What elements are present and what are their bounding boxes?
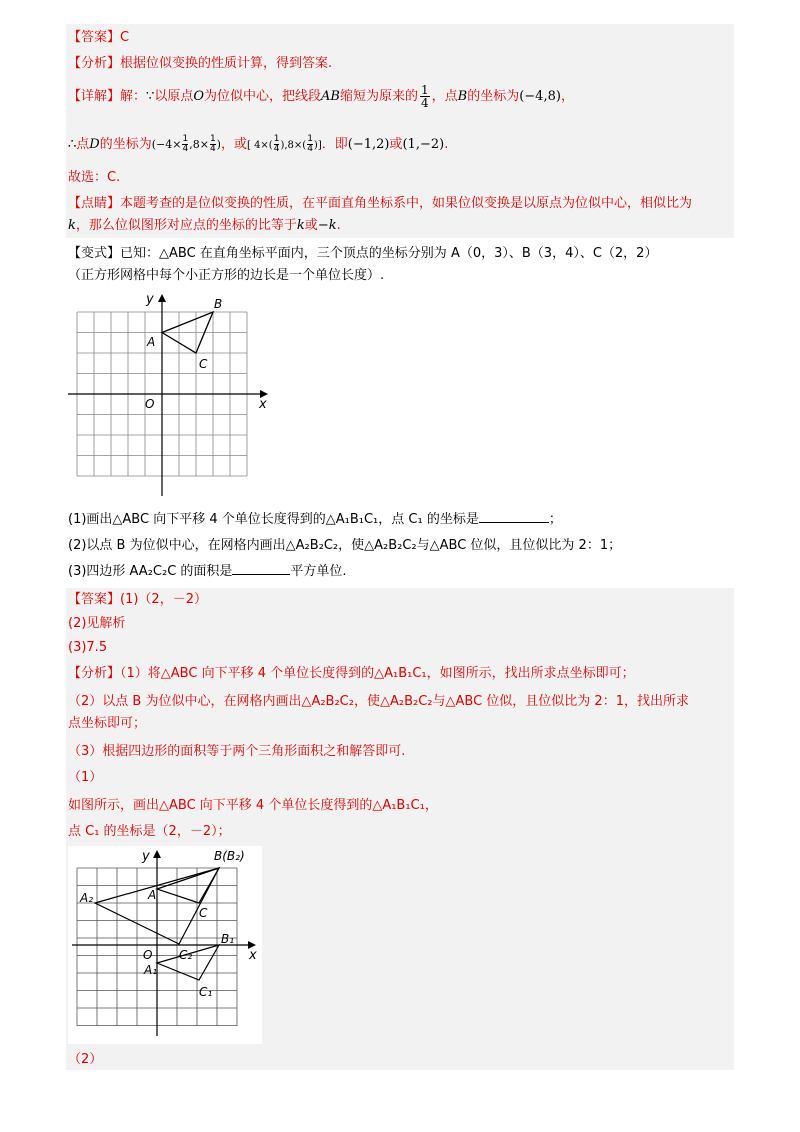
small-frac-3 xyxy=(274,135,280,154)
question-3 xyxy=(68,562,347,582)
detail-text-a: 解： xyxy=(120,89,147,104)
detail-text-d: 缩短为原来的 xyxy=(339,89,418,104)
variant-tag: 【变式】 xyxy=(68,246,121,261)
expr1-b: ,8× xyxy=(189,138,209,151)
origin-label: O xyxy=(145,397,155,411)
math-D: D xyxy=(89,137,100,152)
axis-label-x: x xyxy=(259,397,267,412)
part2-heading: （2） xyxy=(68,1052,103,1067)
sfrac-den: 4 xyxy=(307,144,313,154)
result-2: (1,−2) xyxy=(402,137,445,152)
expr1-a: (−4× xyxy=(151,138,182,151)
answer2-part3: (3)7.5 xyxy=(68,640,108,655)
analysis-tag: 【分析】 xyxy=(68,56,121,71)
point-label-A: A xyxy=(147,335,156,349)
axis-label-y: y xyxy=(146,292,154,307)
part1-heading: （1） xyxy=(68,770,103,785)
analysis-text: 根据位似变换的性质计算，得到答案. xyxy=(120,56,333,71)
result-1: (−1,2) xyxy=(347,137,390,152)
small-frac-2 xyxy=(210,135,216,154)
answer-tag: 【答案】 xyxy=(68,30,121,45)
axis-arrows-2 xyxy=(153,850,256,949)
fraction-one-quarter xyxy=(420,84,430,109)
part1-text-a: 如图所示，画出△ABC 向下平移 4 个单位长度得到的△A₁B₁C₁， xyxy=(68,798,438,813)
point-label-B: B xyxy=(214,297,223,311)
analysis2-tag: 【分析】 xyxy=(68,666,121,681)
expr2-b: ),8×( xyxy=(280,140,307,151)
because-symbol: ∵ xyxy=(146,89,155,104)
small-frac-1 xyxy=(182,135,188,154)
coordinate-graph-2 xyxy=(68,846,262,1044)
detail-text-b: 以原点 xyxy=(154,89,194,104)
detail-text-g: ， xyxy=(560,89,574,104)
point-label-C1: C₁ xyxy=(199,985,213,999)
math-B: B xyxy=(457,89,468,104)
point-label-A: A xyxy=(148,888,157,902)
math-AB: AB xyxy=(321,89,340,104)
detail2-text-e: 或 xyxy=(389,137,403,152)
answer2-tag: 【答案】 xyxy=(68,592,121,607)
sfrac-num: 1 xyxy=(307,134,313,144)
detail2-text-a: 点 xyxy=(76,137,90,152)
point-label-B-B2: B(B₂) xyxy=(214,849,245,863)
detail-text-c: 为位似中心，把线段 xyxy=(204,89,322,104)
analysis-line xyxy=(68,54,332,74)
q3-text: (3)四边形 AA₂C₂C 的面积是 xyxy=(68,564,233,579)
sfrac-den: 4 xyxy=(273,144,280,154)
q1-blank[interactable] xyxy=(479,510,549,523)
point-label-B1: B₁ xyxy=(221,932,235,946)
variant-text-1: 已知：△ABC 在直角坐标平面内，三个顶点的坐标分别为 A（0，3）、B（3，4）、C（2，2） xyxy=(120,246,658,261)
detail2-text-c: ，或 xyxy=(220,137,247,152)
answer2-part1: (1)（2，－2） xyxy=(120,592,207,607)
detail2-text-f: . xyxy=(444,137,449,152)
question-1 xyxy=(68,510,562,530)
analysis2-line-3: （3）根据四边形的面积等于两个三角形面积之和解答即可. xyxy=(68,744,406,759)
math-k: k xyxy=(68,218,76,233)
analysis2-line-2b: 点坐标即可； xyxy=(68,716,147,731)
q1-text: (1)画出△ABC 向下平移 4 个单位长度得到的△A₁B₁C₁，点 C₁ 的坐标是 xyxy=(68,512,479,527)
point-label-C: C xyxy=(199,357,208,371)
point-label-C: C xyxy=(199,906,208,920)
math-k-2: k xyxy=(296,218,305,233)
detail-line-2 xyxy=(68,132,448,159)
sfrac-num: 1 xyxy=(209,134,216,144)
therefore-symbol: ∴ xyxy=(68,137,77,152)
answer2-part2: (2)见解析 xyxy=(68,616,126,631)
axis-label-y: y xyxy=(142,849,150,864)
variant-line-2: （正方形网格中每个小正方形的边长是一个单位长度）. xyxy=(68,268,385,283)
sfrac-den: 4 xyxy=(182,144,189,154)
analysis2-text-1: （1）将△ABC 向下平移 4 个单位长度得到的△A₁B₁C₁，如图所示，找出所求点坐标即可； xyxy=(120,666,635,681)
point-line-2 xyxy=(68,216,341,236)
analysis2-line-2: （2）以点 B 为位似中心，在网格内画出△A₂B₂C₂，使△A₂B₂C₂与△ABC 位似，且位似比为 2：1，找出所求 xyxy=(68,694,689,709)
sfrac-num: 1 xyxy=(182,134,189,144)
sfrac-num: 1 xyxy=(273,134,280,144)
coordinate-graph-1 xyxy=(60,288,290,506)
analysis2-line-1 xyxy=(68,664,635,684)
detail2-text-d: ．即 xyxy=(321,137,348,152)
detail-tag: 【详解】 xyxy=(68,89,121,104)
detail-text-e: ，点 xyxy=(431,89,458,104)
answer-line xyxy=(68,28,129,48)
part1-text-b: 点 C₁ 的坐标是（2，－2）； xyxy=(68,824,231,839)
point-text-2: ，那么位似图形对应点的坐标的比等于 xyxy=(75,218,297,233)
point-line-1 xyxy=(68,194,692,214)
variant-line-1 xyxy=(68,244,657,264)
question-2: (2)以点 B 为位似中心，在网格内画出△A₂B₂C₂，使△A₂B₂C₂与△ABC 位似，且位似比为 2：1； xyxy=(68,538,622,553)
frac-den: 4 xyxy=(420,96,429,110)
detail-text-f: 的坐标为 xyxy=(467,89,520,104)
math-O: O xyxy=(193,89,204,104)
expr2-a: [ 4×( xyxy=(246,140,273,151)
math-B-coord: (−4,8) xyxy=(519,89,561,104)
frac-num: 1 xyxy=(420,83,429,97)
point-end: . xyxy=(336,218,341,233)
answer-value: C xyxy=(120,30,130,45)
expr1-c: ) xyxy=(216,138,221,151)
expr2-c: )] xyxy=(313,140,322,151)
axis-label-x: x xyxy=(249,948,257,963)
detail2-text-b: 的坐标为 xyxy=(99,137,152,152)
math-neg-k: −k xyxy=(317,218,337,233)
q1-end: ； xyxy=(548,512,562,527)
answer2-line-1 xyxy=(68,590,207,610)
sfrac-den: 4 xyxy=(209,144,216,154)
point-label-A2: A₂ xyxy=(80,891,94,905)
point-tag: 【点睛】 xyxy=(68,196,121,211)
q3-blank[interactable] xyxy=(232,562,290,575)
detail-line-1 xyxy=(68,84,574,110)
axes-1 xyxy=(68,296,266,496)
point-or: 或 xyxy=(304,218,318,233)
point-label-A1: A₁ xyxy=(144,963,158,977)
small-frac-4 xyxy=(307,135,313,154)
q3-end: 平方单位. xyxy=(290,564,347,579)
choice-line: 故选：C. xyxy=(68,170,121,185)
origin-label: O xyxy=(143,948,153,962)
point-text: 本题考查的是位似变换的性质，在平面直角坐标系中，如果位似变换是以原点为位似中心，相似比为 xyxy=(120,196,693,211)
point-label-C2: C₂ xyxy=(179,948,193,962)
